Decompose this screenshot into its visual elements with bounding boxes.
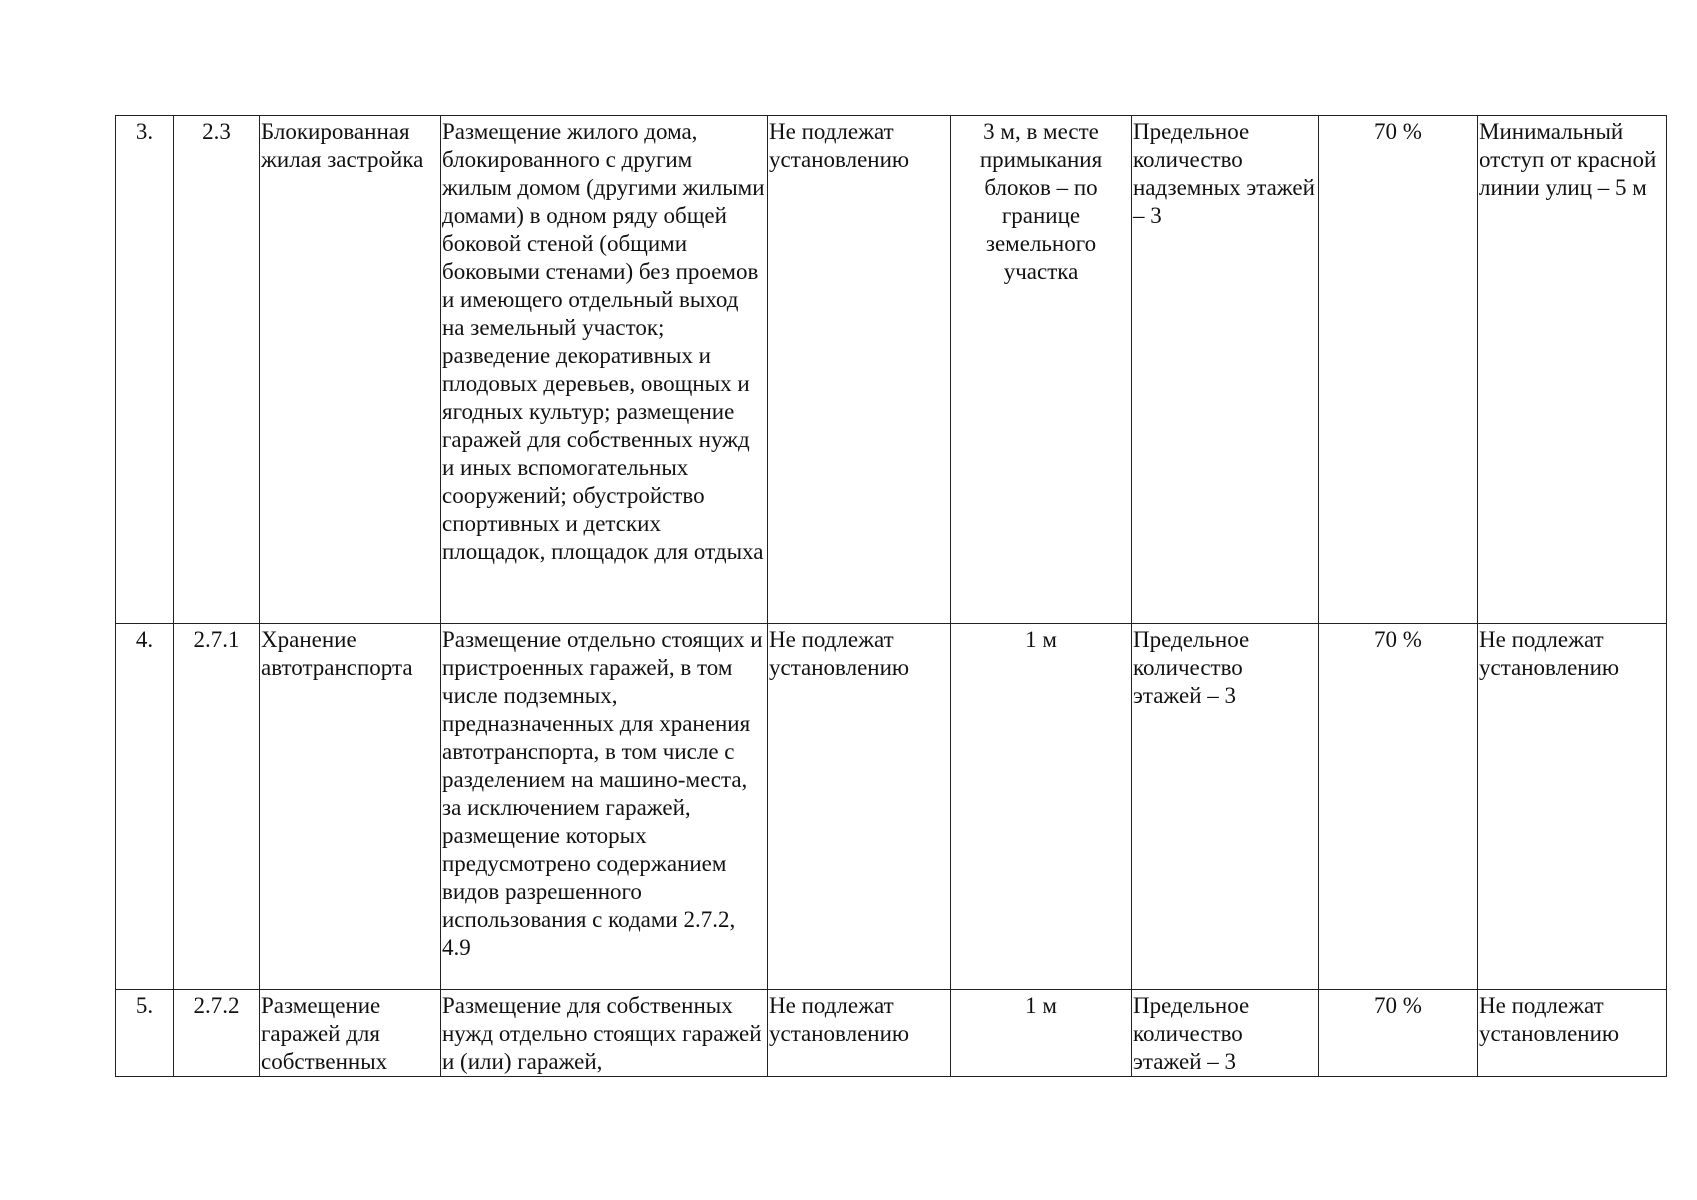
coverage-value: 70 % — [1319, 624, 1478, 990]
extra-restriction: Минимальный отступ от красной линии улиц – 5 м — [1478, 116, 1667, 624]
setback-value: 3 м, в месте примыкания блоков – по границе земельного участка — [951, 116, 1132, 624]
row-number: 3. — [116, 116, 174, 624]
plot-size-value: Не подлежат установлению — [768, 990, 951, 1077]
use-code: 2.3 — [174, 116, 260, 624]
use-code: 2.7.2 — [174, 990, 260, 1077]
setback-value: 1 м — [951, 990, 1132, 1077]
extra-restriction: Не подлежат установлению — [1478, 990, 1667, 1077]
use-code: 2.7.1 — [174, 624, 260, 990]
use-description: Размещение для собственных нужд отдельно стоящих гаражей и (или) гаражей, — [441, 990, 768, 1077]
table-row — [116, 624, 1667, 990]
plot-size-value: Не подлежат установлению — [768, 624, 951, 990]
use-description: Размещение жилого дома, блокированного с другим жилым домом (другими жилыми домами) в одном ряду общей боковой стеной (общими боковыми стенами) без проемов и имеющего отдельный выход на земельный участок; разведение декоративных и плодовых деревьев, овощных и ягодных культур; размещение гаражей для собственных нужд и иных вспомогательных сооружений; обустройство спортивных и детских площадок, площадок для отдыха — [441, 116, 768, 624]
extra-restriction: Не подлежат установлению — [1478, 624, 1667, 990]
coverage-value: 70 % — [1319, 116, 1478, 624]
use-name: Хранение автотранспорта — [260, 624, 441, 990]
floors-value: Предельное количество надземных этажей – 3 — [1132, 116, 1319, 624]
use-description: Размещение отдельно стоящих и пристроенных гаражей, в том числе подземных, предназначенных для хранения автотранспорта, в том числе с разделением на машино-места, за исключением гаражей, размещение которых предусмотрено содержанием видов разрешенного использования с кодами 2.7.2, 4.9 — [441, 624, 768, 990]
use-name: Размещение гаражей для собственных — [260, 990, 441, 1077]
land-use-table — [115, 115, 1667, 1077]
plot-size-value: Не подлежат установлению — [768, 116, 951, 624]
row-number: 4. — [116, 624, 174, 990]
floors-value: Предельное количество этажей – 3 — [1132, 990, 1319, 1077]
row-number: 5. — [116, 990, 174, 1077]
table-row — [116, 116, 1667, 624]
use-name: Блокированная жилая застройка — [260, 116, 441, 624]
floors-value: Предельное количество этажей – 3 — [1132, 624, 1319, 990]
coverage-value: 70 % — [1319, 990, 1478, 1077]
setback-value: 1 м — [951, 624, 1132, 990]
table-row — [116, 990, 1667, 1077]
